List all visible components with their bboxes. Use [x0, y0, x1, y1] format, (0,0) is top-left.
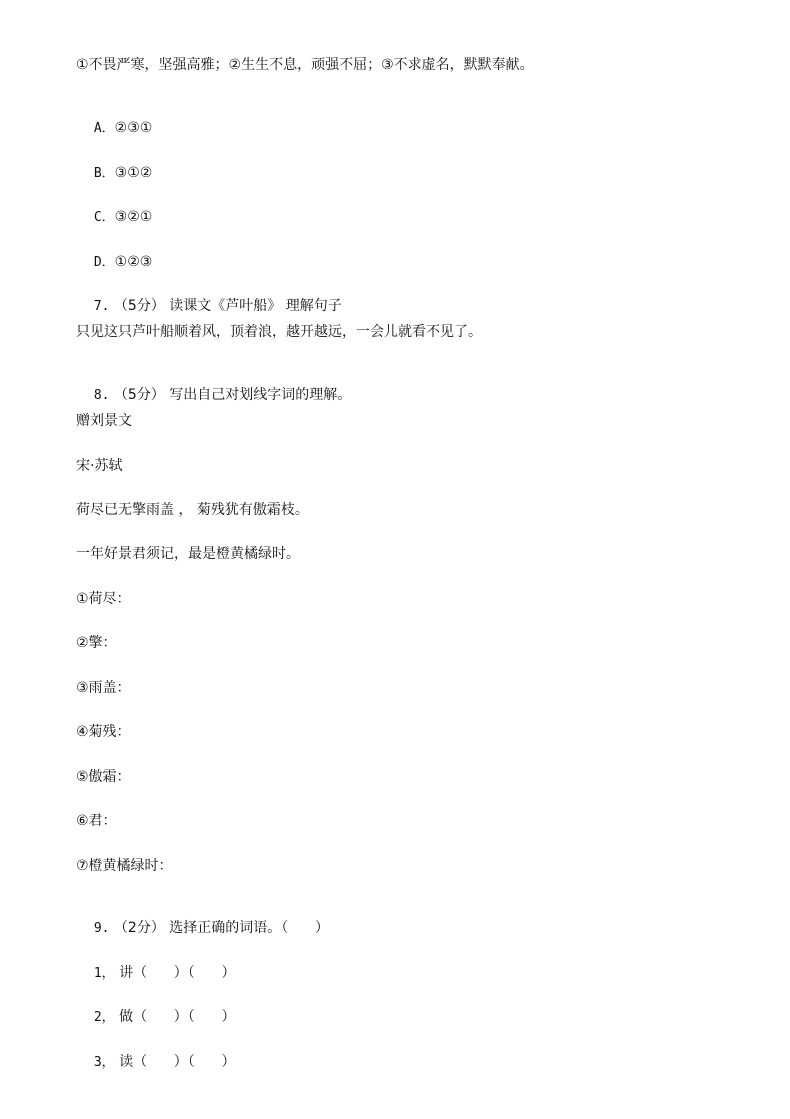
question8-item-4: ④菊残： [76, 724, 131, 740]
question9-prompt: 选择正确的词语。（ ） [169, 920, 329, 936]
option-c-label: C． [93, 210, 115, 225]
question9-item-3 [76, 1035, 236, 1090]
question7-score: （5分） [113, 298, 165, 314]
question9-number: 9. [93, 921, 110, 936]
option-d-text: ①②③ [114, 254, 153, 270]
question9-item-1-text: 讲（ ）（ ） [119, 965, 236, 981]
question9-score: （2分） [113, 920, 165, 936]
question9-item-2-num: 2， [93, 1010, 115, 1025]
question7-prompt: 读课文《芦叶船》 理解句子 [169, 298, 342, 314]
option-a-label: A． [93, 121, 115, 136]
question8-item-3: ③雨盖： [76, 680, 131, 696]
option-d-label: D． [93, 255, 115, 270]
option-c-text: ③②① [114, 209, 153, 225]
poem-title: 赠刘景文 [76, 413, 132, 429]
poem-line-1: 荷尽已无擎雨盖 ， 菊残犹有傲霜枝。 [76, 502, 309, 518]
question8-item-2: ②擎： [76, 635, 117, 651]
question8-score: （5分） [113, 387, 165, 403]
question9-item-3-text: 读（ ）（ ） [119, 1054, 236, 1070]
question7-sentence: 只见这只芦叶船顺着风，顶着浪，越开越远，一会儿就看不见了。 [76, 324, 482, 340]
question8-item-6: ⑥君： [76, 813, 117, 829]
option-b-text: ③①② [114, 165, 153, 181]
question9-item-2-text: 做（ ）（ ） [119, 1009, 236, 1025]
question9-item-1-num: 1， [93, 966, 115, 981]
question8-item-1: ①荷尽： [76, 591, 131, 607]
poem-line-2: 一年好景君须记，最是橙黄橘绿时。 [76, 546, 300, 562]
question6-stem: ①不畏严寒，坚强高雅；②生生不息，顽强不屈；③不求虚名，默默奉献。 [76, 57, 534, 73]
option-b-label: B． [93, 166, 115, 181]
question8-prompt: 写出自己对划线字词的理解。 [169, 387, 352, 403]
question8-number: 8. [93, 388, 110, 403]
question8-item-5: ⑤傲霜： [76, 769, 131, 785]
option-a-text: ②③① [114, 120, 153, 136]
poem-author: 宋·苏轼 [76, 458, 123, 474]
question9-item-3-num: 3， [93, 1055, 115, 1070]
question7-number: 7. [93, 299, 110, 314]
question8-item-7: ⑦橙黄橘绿时： [76, 858, 173, 874]
